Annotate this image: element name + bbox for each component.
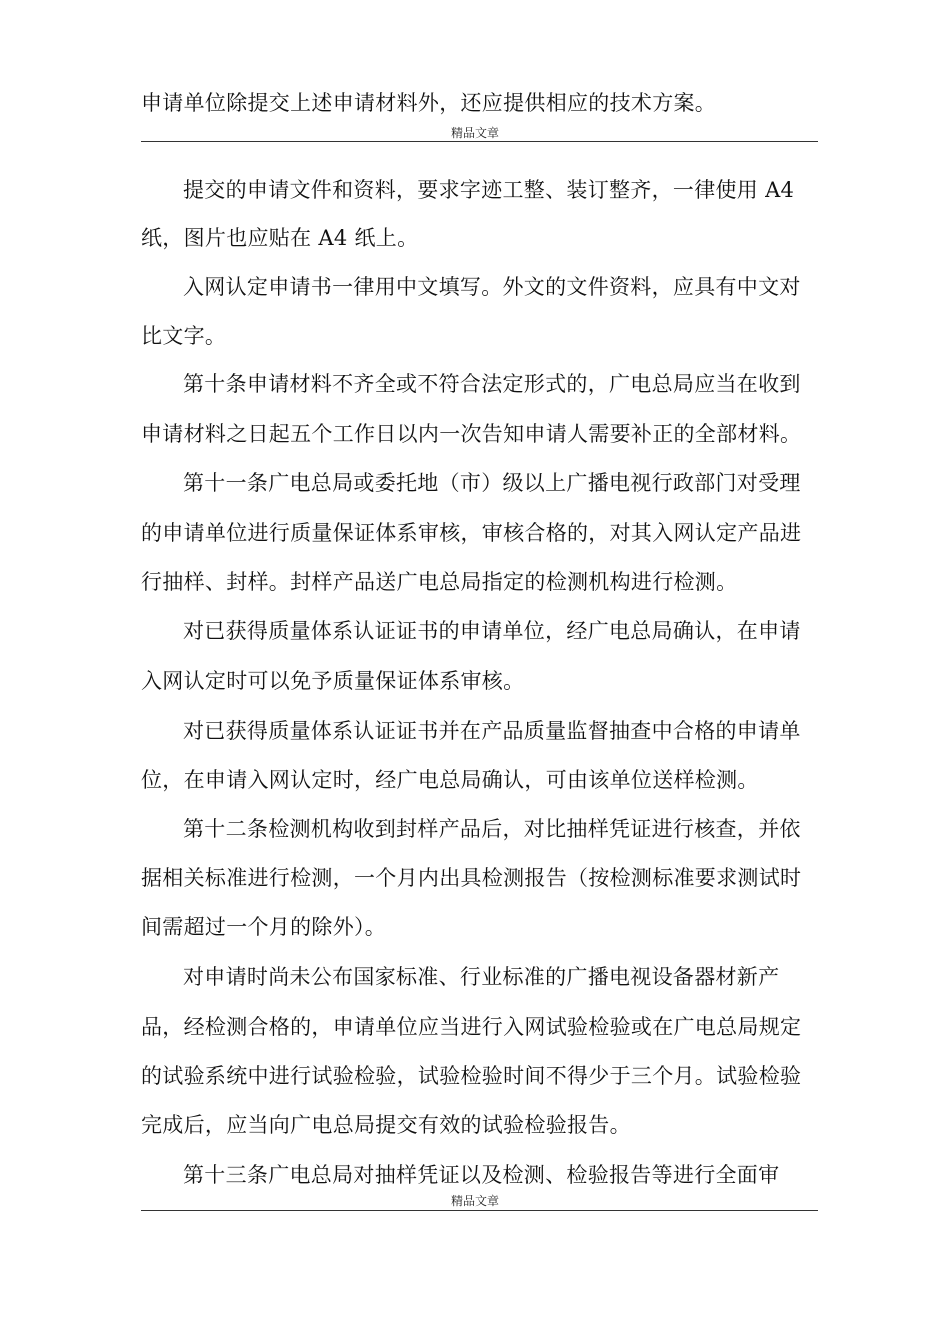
body-text-line: 提交的申请文件和资料，要求字迹工整、装订整齐，一律使用 A4 bbox=[183, 178, 795, 202]
body-text-line: 间需超过一个月的除外）。 bbox=[141, 915, 387, 939]
body-text-line: 行抽样、封样。封样产品送广电总局指定的检测机构进行检测。 bbox=[141, 570, 738, 594]
body-text-line: 申请单位除提交上述申请材料外，还应提供相应的技术方案。 bbox=[141, 91, 717, 115]
body-text-line: 入网认定时可以免予质量保证体系审核。 bbox=[141, 669, 525, 693]
body-text-line: 比文字。 bbox=[141, 324, 227, 348]
footer-divider bbox=[141, 1210, 818, 1211]
body-text-line: 纸，图片也应贴在 A4 纸上。 bbox=[141, 226, 419, 250]
body-text-line: 对已获得质量体系认证证书并在产品质量监督抽查中合格的申请单 bbox=[183, 719, 801, 743]
header-label: 精品文章 bbox=[450, 126, 499, 140]
body-text-line: 的申请单位进行质量保证体系审核，审核合格的，对其入网认定产品进 bbox=[141, 521, 802, 545]
body-text-line: 申请材料之日起五个工作日以内一次告知申请人需要补正的全部材料。 bbox=[141, 422, 802, 446]
body-text-line: 第十条申请材料不齐全或不符合法定形式的，广电总局应当在收到 bbox=[183, 372, 801, 396]
body-text-line: 第十二条检测机构收到封样产品后，对比抽样凭证进行核查，并依 bbox=[183, 817, 801, 841]
body-text-line: 入网认定申请书一律用中文填写。外文的文件资料，应具有中文对 bbox=[183, 275, 801, 299]
body-text-line: 据相关标准进行检测，一个月内出具检测报告（按检测标准要求测试时 bbox=[141, 866, 802, 890]
body-text-line: 完成后，应当向广电总局提交有效的试验检验报告。 bbox=[141, 1113, 631, 1137]
body-text-line: 第十一条广电总局或委托地（市）级以上广播电视行政部门对受理 bbox=[183, 471, 801, 495]
body-text-line: 位，在申请入网认定时，经广电总局确认，可由该单位送样检测。 bbox=[141, 768, 759, 792]
body-text-line: 第十三条广电总局对抽样凭证以及检测、检验报告等进行全面审 bbox=[183, 1163, 780, 1187]
header-divider bbox=[141, 141, 818, 142]
body-text-line: 对已获得质量体系认证证书的申请单位，经广电总局确认，在申请 bbox=[183, 619, 801, 643]
body-text-line: 品，经检测合格的，申请单位应当进行入网试验检验或在广电总局规定 bbox=[141, 1015, 802, 1039]
footer-label: 精品文章 bbox=[450, 1194, 499, 1208]
body-text-line: 的试验系统中进行试验检验，试验检验时间不得少于三个月。试验检验 bbox=[141, 1064, 802, 1088]
body-text-line: 对申请时尚未公布国家标准、行业标准的广播电视设备器材新产 bbox=[183, 965, 780, 989]
